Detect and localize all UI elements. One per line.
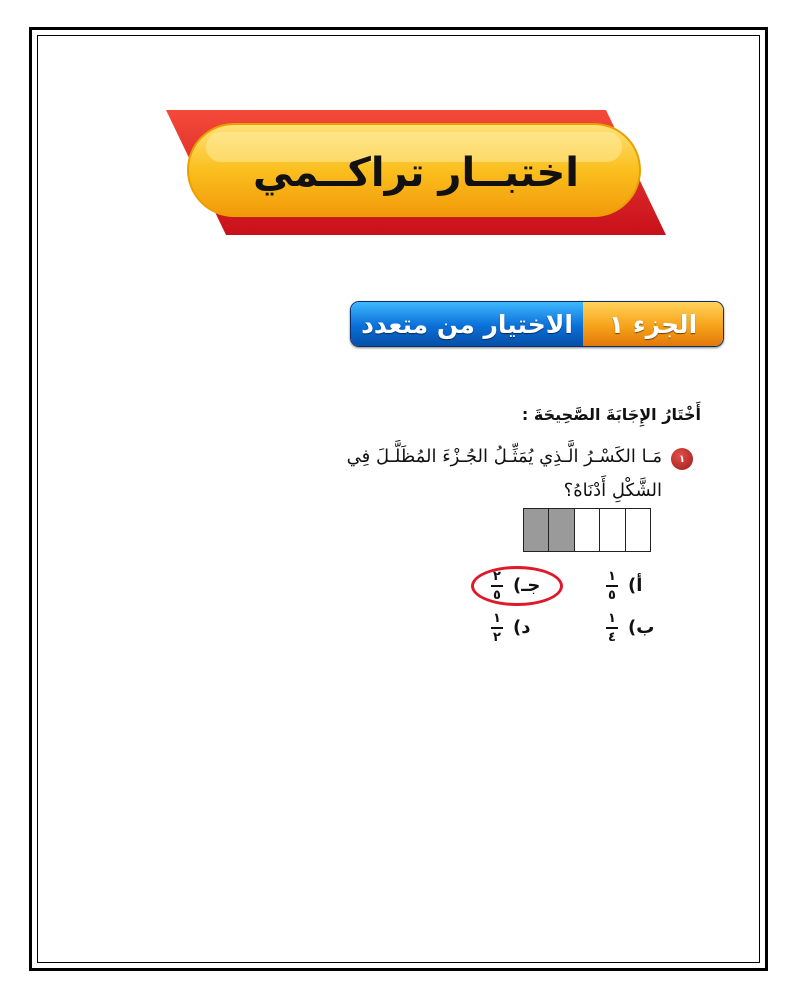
choice-b-fraction [606, 612, 618, 644]
question-number-badge: ١ [671, 448, 693, 470]
choice-d-label: د) [513, 617, 531, 639]
choice-c-label: جـ) [513, 575, 541, 597]
choice-d-fraction [491, 612, 503, 644]
instruction-text: أَخْتَارُ الإِجَابَةَ الصَّحِيحَةَ : [521, 405, 701, 424]
choice-a-numerator: ١ [608, 569, 616, 584]
choice-a-fraction [606, 570, 618, 602]
fraction-strip-figure [523, 508, 651, 552]
fraction-bar [606, 585, 618, 587]
section-part-box [583, 302, 723, 346]
strip-cell [599, 509, 624, 551]
title-banner [166, 110, 666, 235]
fraction-bar [606, 627, 618, 629]
choice-a-label: أ) [628, 575, 643, 597]
section-part-label: الجزء ١ [608, 309, 698, 339]
choice-d-denominator: ٢ [493, 629, 501, 645]
strip-cell-shaded [524, 509, 548, 551]
choice-b-label: ب) [628, 617, 655, 639]
fraction-bar [491, 627, 503, 629]
choice-c-numerator: ٢ [493, 569, 501, 584]
choice-d-numerator: ١ [493, 611, 501, 626]
choice-c-denominator: ٥ [493, 587, 501, 603]
choice-a-denominator: ٥ [608, 587, 616, 603]
strip-cell-shaded [548, 509, 573, 551]
section-title-box [351, 302, 583, 346]
strip-cell [574, 509, 599, 551]
selected-answer-circle [471, 566, 563, 606]
section-banner [350, 301, 724, 347]
page-title: اختبــار تراكــمي [253, 150, 580, 196]
choice-b-denominator: ٤ [608, 629, 616, 645]
choice-d[interactable] [491, 612, 530, 644]
choice-b-numerator: ١ [608, 611, 616, 626]
section-title: الاختيار من متعدد [361, 309, 573, 339]
strip-cell [625, 509, 650, 551]
question-text: مَـا الكَسْـرُ الَّـذِي يُمَثِّـلُ الجُـزْءَ المُظَلَّـلَ فِي الشَّكْلِ أَدْنَاهُ؟ [346, 446, 662, 501]
choice-b[interactable] [606, 612, 654, 644]
choice-a[interactable] [606, 570, 642, 602]
